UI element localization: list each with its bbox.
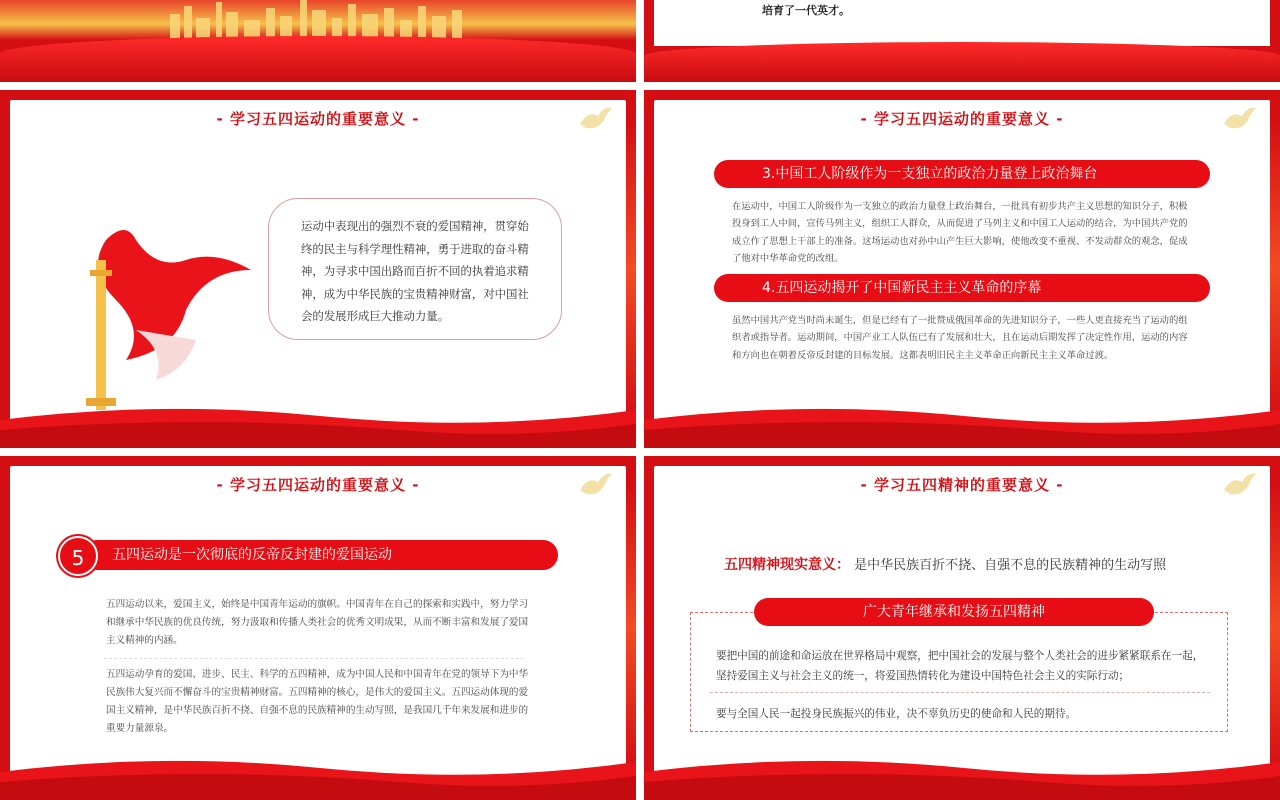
section-paragraph-3: 在运动中，中国工人阶级作为一支独立的政治力量登上政治舞台，一批具有初步共产主义思想的知识分子，积极投身到工人中间，宣传马列主义，组织工人群众，从而促进了马列主义和中国工人运动的结合，为中国共产党的成立作了思想上干部上的准备。这场运动也对孙中山产生巨大影响，使他改变不重视、不发动群众的观念，促成了他对中华革命党的改组。 xyxy=(732,201,1188,264)
slide-title: - 学习五四运动的重要意义 - xyxy=(860,110,1064,128)
significance-text: 是中华民族百折不挠、自强不息的民族精神的生动写照 xyxy=(854,558,1167,573)
significance-label: 五四精神现实意义： xyxy=(724,557,850,573)
section-paragraph-2: 五四运动孕育的爱国、进步、民主、科学的五四精神，成为中国人民和中国青年在党的领导下为中华民族伟大复兴而不懈奋斗的宝贵精神财富。五四精神的核心，是伟大的爱国主义。五四运动体现的爱国主义精神，是中华民族百折不挠、自强不息的民族精神的生动写照，是我国几千年来发展和进步的重要力量源泉。 xyxy=(106,669,529,734)
flag-column-icon xyxy=(66,210,256,420)
slide-frame xyxy=(654,0,1270,46)
box-heading: 广大青年继承和发扬五四精神 xyxy=(754,598,1154,626)
skyline-graphic xyxy=(160,0,480,40)
slide-title: - 学习五四运动的重要意义 - xyxy=(216,110,420,128)
section-heading-4: 4.五四运动揭开了中国新民主主义革命的序幕 xyxy=(714,274,1210,302)
slide-thumbnail-3[interactable] xyxy=(0,90,636,448)
section-paragraph-4: 虽然中国共产党当时尚未诞生，但是已经有了一批赞成俄国革命的先进知识分子，一些人更直接充当了运动的组织者或指导者。运动期间，中国产业工人队伍已有了发展和壮大，且在运动后期发挥了决定性作用，运动的内容和方向也在朝着反帝反封建的目标发展。这都表明旧民主主义革命正向新民主主义革命过渡。 xyxy=(732,315,1188,361)
quote-text: 运动中表现出的强烈不衰的爱国精神，贯穿始终的民主与科学理性精神，勇于进取的奋斗精神，为寻求中国出路而百折不回的执着追求精神，成为中华民族的宝贵精神财富，对中国社会的发展形成巨大推动力量。 xyxy=(301,219,529,323)
slide-title: - 学习五四精神的重要意义 - xyxy=(860,476,1064,494)
red-ribbon xyxy=(644,752,1280,800)
red-ribbon xyxy=(0,400,636,448)
section-heading-3: 3.中国工人阶级作为一支独立的政治力量登上政治舞台 xyxy=(714,160,1210,188)
slide-thumbnail-4[interactable] xyxy=(644,90,1280,448)
quote-card xyxy=(268,198,562,340)
red-ribbon xyxy=(644,42,1280,82)
box-paragraph-2: 要与全国人民一起投身民族振兴的伟业，决不辜负历史的使命和人民的期待。 xyxy=(716,708,1077,720)
slide-thumbnail-2[interactable] xyxy=(644,0,1280,82)
section-paragraph-1: 五四运动以来，爱国主义，始终是中国青年运动的旗帜。中国青年在自己的探索和实践中，努力学习和继承中华民族的优良传统，努力汲取和传播人类社会的优秀文明成果，从而不断丰富和发展了爱国主义精神的内涵。 xyxy=(106,599,529,646)
dashed-divider xyxy=(104,658,524,659)
slide-thumbnail-1[interactable] xyxy=(0,0,636,82)
red-ribbon xyxy=(0,36,636,82)
slide-thumbnail-6[interactable] xyxy=(644,456,1280,800)
section-heading: 五四运动是一次彻底的反帝反封建的爱国运动 xyxy=(82,540,558,570)
section-number-badge: 5 xyxy=(58,536,98,576)
slide-title: - 学习五四运动的重要意义 - xyxy=(216,476,420,494)
significance-line xyxy=(724,554,1166,574)
dashed-divider xyxy=(710,692,1210,693)
red-ribbon xyxy=(644,400,1280,448)
slide-thumbnail-5[interactable] xyxy=(0,456,636,800)
slide-text-tail: 培育了一代英才。 xyxy=(762,4,850,17)
box-paragraph-1: 要把中国的前途和命运放在世界格局中观察，把中国社会的发展与整个人类社会的进步紧紧联系在一起，坚持爱国主义与社会主义的统一，将爱国热情转化为建设中国特色社会主义的实际行动； xyxy=(716,650,1204,682)
red-ribbon xyxy=(0,752,636,800)
